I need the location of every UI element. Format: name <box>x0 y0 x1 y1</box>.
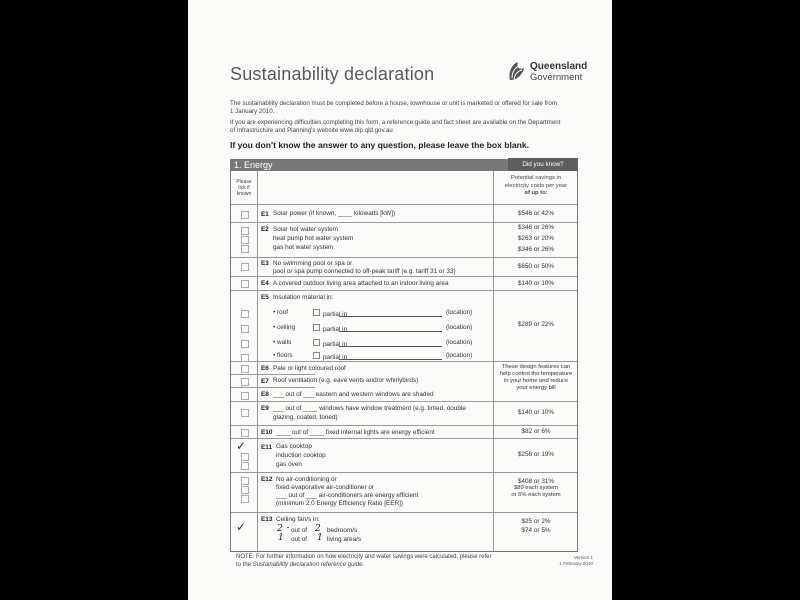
code-e1: E1 <box>261 211 269 218</box>
e11-saving: $256 or 19% <box>517 451 555 458</box>
e12-line1: No air-conditioning or <box>276 476 337 483</box>
checkbox-e3[interactable] <box>241 263 249 271</box>
tick-mark-e13: ✓ <box>236 520 247 534</box>
e5-item-walls: • walls <box>273 339 292 346</box>
e5-partial-roof: partial in <box>313 309 347 318</box>
e5-partial-floors: partial in <box>313 352 347 361</box>
crest-icon <box>506 60 526 84</box>
e5-saving: $289 or 22% <box>517 321 555 328</box>
code-e13: E13 <box>261 516 273 523</box>
e13-text: Ceiling fan/s in: <box>276 516 320 523</box>
checkbox-e5-floors[interactable] <box>241 354 249 362</box>
intro-line1: The sustainability declaration must be completed before a house, townhouse or unit is marketed or offered for sale from <box>230 100 557 107</box>
e3-line1: No swimming pool or spa or <box>273 260 353 267</box>
e12-line2: fixed evaporative air-conditioner or <box>276 484 375 491</box>
e5-location-label: (location) <box>446 309 473 316</box>
e11-line1: Gas cooktop <box>276 443 312 450</box>
e5-location-label: (location) <box>446 324 473 331</box>
checkbox-e9[interactable] <box>241 409 249 417</box>
e13-saving2: $74 or 5% <box>521 527 551 534</box>
tick-mark-e11: ✓ <box>236 439 247 453</box>
checkbox-e2-solar[interactable] <box>241 227 249 235</box>
e5-location-ceiling-input[interactable] <box>339 331 442 332</box>
e5-partial-ceiling: partial in <box>313 324 347 333</box>
code-e10: E10 <box>261 429 273 436</box>
checkbox-e2-gas[interactable] <box>241 245 249 253</box>
checkbox-e12-ac[interactable] <box>241 495 249 503</box>
e8-text: ___ out of ___ eastern and western windows are shaded <box>273 391 434 398</box>
e11-line2: induction cooktop <box>276 452 326 459</box>
e3-line2: pool or spa pump connected to off-peak tariff (e.g. tariff 31 or 33) <box>273 268 456 275</box>
e5-item-roof: • roof <box>273 309 289 316</box>
code-e11: E11 <box>261 444 273 451</box>
checkbox-e8[interactable] <box>241 392 249 400</box>
e4-saving: $140 or 10% <box>517 280 555 287</box>
e9-line1: ___ out of ____ windows have window treatment (e.g. tinted, double <box>273 405 466 412</box>
e13-out-of-a: out of <box>291 527 307 534</box>
code-e6: E6 <box>261 365 269 372</box>
e1-text: Solar power (if known, ____ kilowatts [kW]) <box>273 210 396 217</box>
savings-header: Potential savings in electricity costs per year of up to: <box>504 175 568 196</box>
version-info: Version 1 1 February 2010 <box>559 555 593 566</box>
e5-location-roof-input[interactable] <box>339 316 442 317</box>
footer-note: NOTE: For further information on how electricity and water savings were calculated, please refer to the Sustainability declaration reference guide. <box>236 554 492 568</box>
e13-handwritten-living-total: 1 <box>317 533 323 543</box>
e5-location-label: (location) <box>446 352 473 359</box>
e13-handwritten-living-count: 1 <box>278 533 284 543</box>
e5-partial-walls: partial in <box>313 339 347 348</box>
e2-line3: gas hot water system <box>273 244 334 251</box>
e5-text: Insulation material in: <box>273 294 334 301</box>
e1-saving: $546 or 42% <box>517 210 555 217</box>
e13-bedrooms-label: bedroom/s <box>327 527 358 534</box>
e6-e8-note: These design features can help control the temperature in your home and reduce your energy bill <box>499 364 573 391</box>
section-header-energy <box>230 159 578 171</box>
e5-location-label: (location) <box>446 339 473 346</box>
checkbox-e10[interactable] <box>241 429 249 437</box>
page-title: Sustainability declaration <box>230 64 435 84</box>
e5-location-walls-input[interactable] <box>339 346 442 347</box>
e10-text: ____ out of ____ fixed internal lights are energy efficient <box>276 429 435 436</box>
e9-line2: glazing, coated, toned) <box>273 414 338 421</box>
e2-line1: Solar hot water system <box>273 226 338 233</box>
code-e3: E3 <box>261 260 269 267</box>
checkbox-e12-evap[interactable] <box>241 486 249 494</box>
e2-saving2: $263 or 20% <box>517 235 555 242</box>
checkbox-e5-roof[interactable] <box>241 310 249 318</box>
e13-handwritten-bedroom-total: 2 <box>315 524 321 534</box>
instruction-note: If you don't know the answer to any question, please leave the box blank. <box>230 140 530 150</box>
code-e8: E8 <box>261 391 269 398</box>
e5-location-floors-input[interactable] <box>339 359 442 360</box>
code-e12: E12 <box>261 476 273 483</box>
code-e4: E4 <box>261 280 269 287</box>
e13-saving1: $25 or 2% <box>521 518 551 525</box>
e5-item-floors: • floors <box>273 352 293 359</box>
code-e2: E2 <box>261 226 269 233</box>
energy-table <box>230 171 578 552</box>
intro-line3: If you are experiencing difficulties completing this form, a reference guide and fact sheet are available on the Department <box>230 119 561 126</box>
logo-line2: Government <box>530 72 583 83</box>
checkbox-e7[interactable] <box>241 378 249 386</box>
e5-item-ceiling: • ceiling <box>273 324 296 331</box>
section-title: 1. Energy <box>234 160 273 170</box>
e2-saving1: $346 or 26% <box>517 224 555 231</box>
code-e9: E9 <box>261 405 269 412</box>
e13-out-of-b: out of <box>291 536 307 543</box>
please-tick-header: Please tick if known <box>236 179 252 197</box>
intro-line2: 1 January 2010. <box>230 108 275 115</box>
checkbox-e1[interactable] <box>241 211 249 219</box>
checkbox-e12-none[interactable] <box>241 477 249 485</box>
e12-line4: (minimum 2.0 Energy Efficiency Ratio [EER]) <box>276 500 404 507</box>
intro-line4: of Infrastructure and Planning's website www.dip.qld.gov.au <box>230 127 393 134</box>
checkbox-e11-induction[interactable] <box>241 453 249 461</box>
e13-living-label: living area/s <box>327 536 362 543</box>
e3-saving: $650 or 50% <box>517 263 555 270</box>
e2-saving3: $346 or 26% <box>517 246 555 253</box>
checkbox-e5-walls[interactable] <box>241 340 249 348</box>
e12-savings: $408 or 31% $89 each system or 6% each system <box>511 478 561 498</box>
e13-handwritten-bedroom-count: 2 <box>277 524 283 534</box>
checkbox-e5-ceiling[interactable] <box>241 325 249 333</box>
logo-line1: Queensland <box>530 61 588 72</box>
queensland-government-logo <box>506 58 598 88</box>
e10-saving: $82 or 6% <box>521 428 551 435</box>
checkbox-e6[interactable] <box>241 365 249 373</box>
checkbox-e4[interactable] <box>241 280 249 288</box>
e12-line3: ___ out of ___ air-conditioners are energy efficient <box>276 492 419 499</box>
code-e7: E7 <box>261 378 269 385</box>
code-e5: E5 <box>261 294 269 301</box>
e9-saving: $140 or 10% <box>517 409 555 416</box>
checkbox-e2-heatpump[interactable] <box>241 236 249 244</box>
did-you-know-label: Did you know? <box>508 158 578 171</box>
e4-text: A covered outdoor living area attached to an indoor living area <box>273 280 449 287</box>
form-page <box>188 0 612 600</box>
e2-line2: heat pump hot water system <box>273 235 354 242</box>
e6-text: Pale or light coloured roof <box>273 365 346 372</box>
e11-line3: gas oven <box>276 461 302 468</box>
checkbox-e11-oven[interactable] <box>241 462 249 470</box>
e7-text: Roof ventilation (e.g. eave vents and/or whirlybirds) <box>273 377 419 384</box>
